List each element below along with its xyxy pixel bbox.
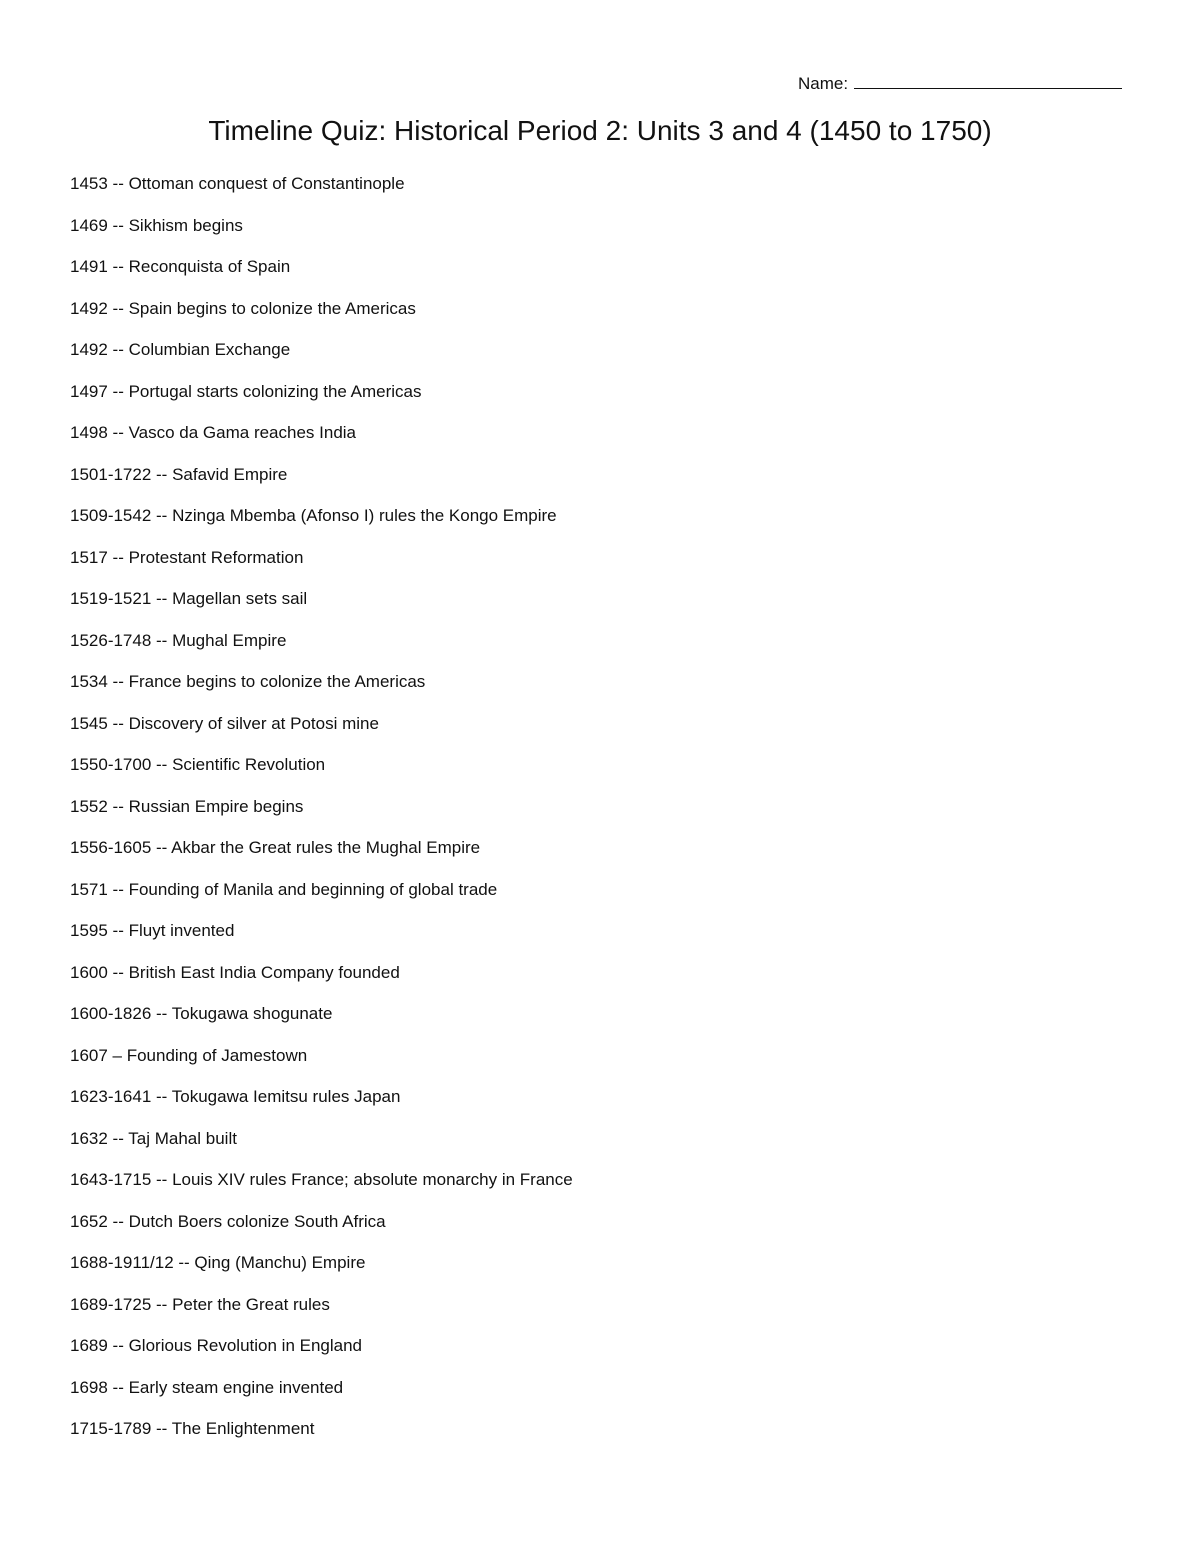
timeline-event: 1501-1722 -- Safavid Empire <box>70 464 288 484</box>
timeline-event: 1491 -- Reconquista of Spain <box>70 257 291 276</box>
timeline-event: 1643-1715 -- Louis XIV rules France; absolute monarchy in France <box>70 1170 573 1189</box>
name-label: Name: <box>798 74 849 93</box>
timeline-event: 1534 -- France begins to colonize the Americas <box>70 672 426 691</box>
timeline-event: 1698 -- Early steam engine invented <box>70 1377 344 1397</box>
timeline-event: 1526-1748 -- Mughal Empire <box>70 630 287 650</box>
timeline-event: 1556-1605 -- Akbar the Great rules the Mughal Empire <box>70 838 481 857</box>
name-field <box>798 74 1122 94</box>
page-title: Timeline Quiz: Historical Period 2: Units 3 and 4 (1450 to 1750) <box>208 115 992 146</box>
timeline-event: 1600 -- British East India Company founded <box>70 962 400 982</box>
timeline-event: 1453 -- Ottoman conquest of Constantinople <box>70 174 405 193</box>
timeline-list <box>70 173 573 1460</box>
timeline-event: 1509-1542 -- Nzinga Mbemba (Afonso I) rules the Kongo Empire <box>70 506 557 525</box>
timeline-event: 1550-1700 -- Scientific Revolution <box>70 755 326 774</box>
timeline-event: 1689-1725 -- Peter the Great rules <box>70 1294 330 1314</box>
timeline-event: 1623-1641 -- Tokugawa Iemitsu rules Japan <box>70 1087 401 1106</box>
timeline-event: 1652 -- Dutch Boers colonize South Africa <box>70 1211 386 1231</box>
timeline-event: 1469 -- Sikhism begins <box>70 215 243 235</box>
timeline-event: 1607 – Founding of Jamestown <box>70 1045 308 1065</box>
timeline-event: 1519-1521 -- Magellan sets sail <box>70 589 308 608</box>
timeline-event: 1492 -- Spain begins to colonize the Americas <box>70 298 416 318</box>
timeline-event: 1595 -- Fluyt invented <box>70 921 235 940</box>
timeline-event: 1571 -- Founding of Manila and beginning of global trade <box>70 879 498 899</box>
timeline-event: 1715-1789 -- The Enlightenment <box>70 1419 315 1438</box>
timeline-event: 1600-1826 -- Tokugawa shogunate <box>70 1004 333 1023</box>
timeline-event: 1497 -- Portugal starts colonizing the Americas <box>70 381 422 401</box>
timeline-event: 1492 -- Columbian Exchange <box>70 340 291 359</box>
timeline-event: 1552 -- Russian Empire begins <box>70 796 304 816</box>
timeline-event: 1632 -- Taj Mahal built <box>70 1128 237 1148</box>
timeline-event: 1688-1911/12 -- Qing (Manchu) Empire <box>70 1253 366 1272</box>
name-blank-line[interactable] <box>854 74 1122 89</box>
timeline-event: 1517 -- Protestant Reformation <box>70 547 304 567</box>
timeline-event: 1498 -- Vasco da Gama reaches India <box>70 423 357 442</box>
timeline-event: 1545 -- Discovery of silver at Potosi mine <box>70 713 379 733</box>
timeline-event: 1689 -- Glorious Revolution in England <box>70 1336 363 1355</box>
